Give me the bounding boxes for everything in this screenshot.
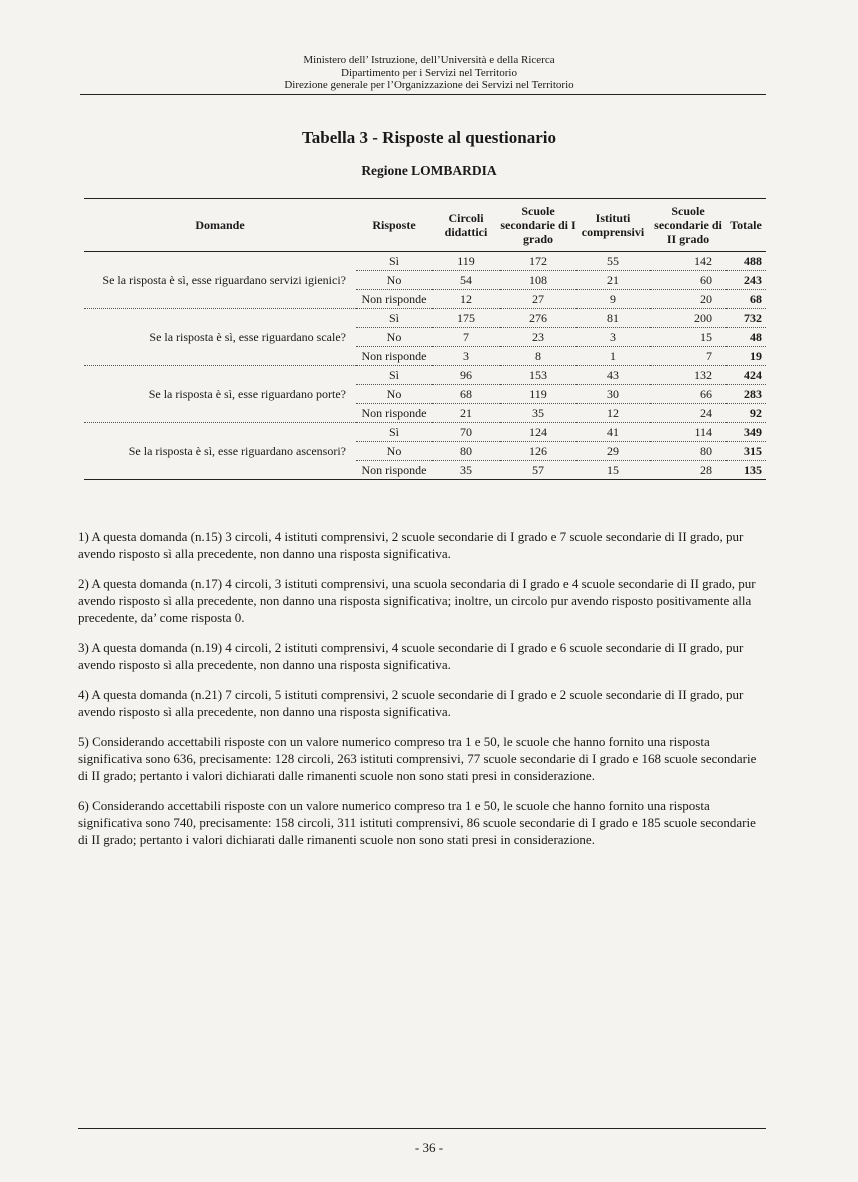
- table-row: [84, 309, 766, 328]
- secondarie-ii-cell: 132: [650, 366, 726, 385]
- secondarie-i-cell: 172: [500, 252, 576, 271]
- secondarie-i-cell: 124: [500, 423, 576, 442]
- header-totale: Totale: [726, 199, 766, 252]
- answer-cell: Non risponde: [356, 290, 432, 309]
- circoli-cell: 12: [432, 290, 500, 309]
- responses-table: [84, 198, 766, 480]
- header-domande: Domande: [84, 199, 356, 252]
- secondarie-ii-cell: 60: [650, 271, 726, 290]
- istituti-cell: 21: [576, 271, 650, 290]
- question-cell: Se la risposta è sì, esse riguardano porte?: [84, 366, 356, 423]
- table-title: Tabella 3 - Risposte al questionario: [302, 128, 556, 147]
- istituti-cell: 15: [607, 463, 619, 477]
- totale-cell: 732: [726, 309, 766, 328]
- answer-cell: No: [356, 442, 432, 461]
- circoli-cell: 119: [432, 252, 500, 271]
- answer-cell: Non risponde: [361, 463, 427, 477]
- secondarie-ii-cell: 66: [650, 385, 726, 404]
- header-secondarie-i: Scuole secondarie di I grado: [500, 199, 576, 252]
- circoli-cell: 96: [432, 366, 500, 385]
- question-cell: Se la risposta è sì, esse riguardano servizi igienici?: [84, 252, 356, 309]
- table-row: [84, 252, 766, 271]
- secondarie-i-cell: 23: [500, 328, 576, 347]
- table-header-row: [84, 199, 766, 252]
- totale-cell: 68: [726, 290, 766, 309]
- istituti-cell: 30: [576, 385, 650, 404]
- footnote: 6) Considerando accettabili risposte con un valore numerico compreso tra 1 e 50, le scuole che hanno fornito una risposta significativa sono 740, precisamente: 158 circoli, 311 istituti comprensivi, 86 scuole secondarie di I grado e 185 scuole secondarie di II grado; pertanto i valori dichiarati dalle rimanenti scuole non sono stati presi in considerazione.: [78, 798, 756, 847]
- istituti-cell: 12: [576, 404, 650, 423]
- secondarie-ii-cell: 80: [650, 442, 726, 461]
- footnote: 1) A questa domanda (n.15) 3 circoli, 4 istituti comprensivi, 2 scuole secondarie di I grado e 7 scuole secondarie di II grado, pur avendo risposto sì alla precedente, non danno una risposta significativa.: [78, 529, 744, 561]
- circoli-cell: 175: [432, 309, 500, 328]
- circoli-cell: 21: [432, 404, 500, 423]
- header-department: Dipartimento per i Servizi nel Territorio: [341, 66, 517, 79]
- header-circoli: Circoli didattici: [432, 199, 500, 252]
- answer-cell: Non risponde: [356, 347, 432, 366]
- secondarie-i-cell: 108: [500, 271, 576, 290]
- footnote: 3) A questa domanda (n.19) 4 circoli, 2 istituti comprensivi, 4 scuole secondarie di I grado e 6 scuole secondarie di II grado, pur avendo risposto sì alla precedente, non danno una risposta significativa.: [78, 640, 744, 672]
- answer-cell: No: [356, 385, 432, 404]
- answer-cell: No: [356, 271, 432, 290]
- secondarie-ii-cell: 28: [700, 463, 712, 477]
- footnote: 4) A questa domanda (n.21) 7 circoli, 5 istituti comprensivi, 2 scuole secondarie di I grado e 2 scuole secondarie di II grado, pur avendo risposto sì alla precedente, non danno una risposta significativa.: [78, 687, 744, 719]
- footer-rule: [78, 1128, 766, 1129]
- secondarie-ii-cell: 142: [650, 252, 726, 271]
- istituti-cell: 81: [576, 309, 650, 328]
- istituti-cell: 43: [576, 366, 650, 385]
- secondarie-i-cell: 27: [500, 290, 576, 309]
- secondarie-i-cell: 35: [500, 404, 576, 423]
- istituti-cell: 9: [576, 290, 650, 309]
- istituti-cell: 3: [576, 328, 650, 347]
- totale-cell: 315: [726, 442, 766, 461]
- totale-cell: 283: [726, 385, 766, 404]
- header-directorate: Direzione generale per l’Organizzazione dei Servizi nel Territorio: [284, 79, 574, 91]
- question-cell: Se la risposta è sì, esse riguardano ascensori?: [84, 423, 356, 480]
- secondarie-ii-cell: 114: [650, 423, 726, 442]
- header-rule: [80, 94, 766, 95]
- document-header: [0, 54, 858, 92]
- secondarie-ii-cell: 20: [650, 290, 726, 309]
- header-risposte: Risposte: [356, 199, 432, 252]
- istituti-cell: 1: [576, 347, 650, 366]
- secondarie-i-cell: 126: [500, 442, 576, 461]
- totale-cell: 92: [726, 404, 766, 423]
- secondarie-ii-cell: 7: [650, 347, 726, 366]
- answer-cell: Sì: [356, 309, 432, 328]
- header-secondarie-ii: Scuole secondarie di II grado: [650, 199, 726, 252]
- footnote: 5) Considerando accettabili risposte con un valore numerico compreso tra 1 e 50, le scuole che hanno fornito una risposta significativa sono 636, precisamente: 128 circoli, 263 istituti comprensivi, 77 scuole secondarie di I grado e 168 scuole secondarie di II grado; pertanto i valori dichiarati dalle rimanenti scuole non sono stati presi in considerazione.: [78, 734, 757, 783]
- totale-cell: 243: [726, 271, 766, 290]
- totale-cell: 135: [744, 463, 762, 477]
- totale-cell: 424: [726, 366, 766, 385]
- answer-cell: Sì: [356, 366, 432, 385]
- istituti-cell: 41: [576, 423, 650, 442]
- secondarie-ii-cell: 200: [650, 309, 726, 328]
- footnotes: [78, 528, 768, 861]
- answer-cell: No: [356, 328, 432, 347]
- page-number: - 36 -: [414, 1140, 444, 1155]
- circoli-cell: 80: [432, 442, 500, 461]
- answer-cell: Sì: [356, 423, 432, 442]
- table-row: [84, 423, 766, 442]
- circoli-cell: 35: [460, 463, 472, 477]
- secondarie-i-cell: 119: [500, 385, 576, 404]
- circoli-cell: 68: [432, 385, 500, 404]
- table-row: [84, 366, 766, 385]
- header-istituti: Istituti comprensivi: [576, 199, 650, 252]
- secondarie-i-cell: 276: [500, 309, 576, 328]
- circoli-cell: 54: [432, 271, 500, 290]
- totale-cell: 349: [726, 423, 766, 442]
- circoli-cell: 70: [432, 423, 500, 442]
- totale-cell: 19: [726, 347, 766, 366]
- answer-cell: Sì: [356, 252, 432, 271]
- secondarie-i-cell: 57: [532, 463, 544, 477]
- secondarie-ii-cell: 24: [650, 404, 726, 423]
- secondarie-i-cell: 8: [500, 347, 576, 366]
- circoli-cell: 7: [432, 328, 500, 347]
- totale-cell: 48: [726, 328, 766, 347]
- secondarie-i-cell: 153: [500, 366, 576, 385]
- table-subtitle: Regione LOMBARDIA: [361, 163, 497, 178]
- footnote: 2) A questa domanda (n.17) 4 circoli, 3 istituti comprensivi, una scuola secondaria di I grado e 4 scuole secondarie di II grado, pur avendo risposto sì alla precedente, non danno una risposta significativa; inoltre, un circolo pur avendo risposto positivamente alla precedente, da’ come risposta 0.: [78, 576, 756, 625]
- istituti-cell: 55: [576, 252, 650, 271]
- header-ministry: Ministero dell’ Istruzione, dell’Università e della Ricerca: [303, 54, 555, 66]
- circoli-cell: 3: [432, 347, 500, 366]
- answer-cell: Non risponde: [356, 404, 432, 423]
- totale-cell: 488: [726, 252, 766, 271]
- istituti-cell: 29: [576, 442, 650, 461]
- question-cell: Se la risposta è sì, esse riguardano scale?: [84, 309, 356, 366]
- secondarie-ii-cell: 15: [650, 328, 726, 347]
